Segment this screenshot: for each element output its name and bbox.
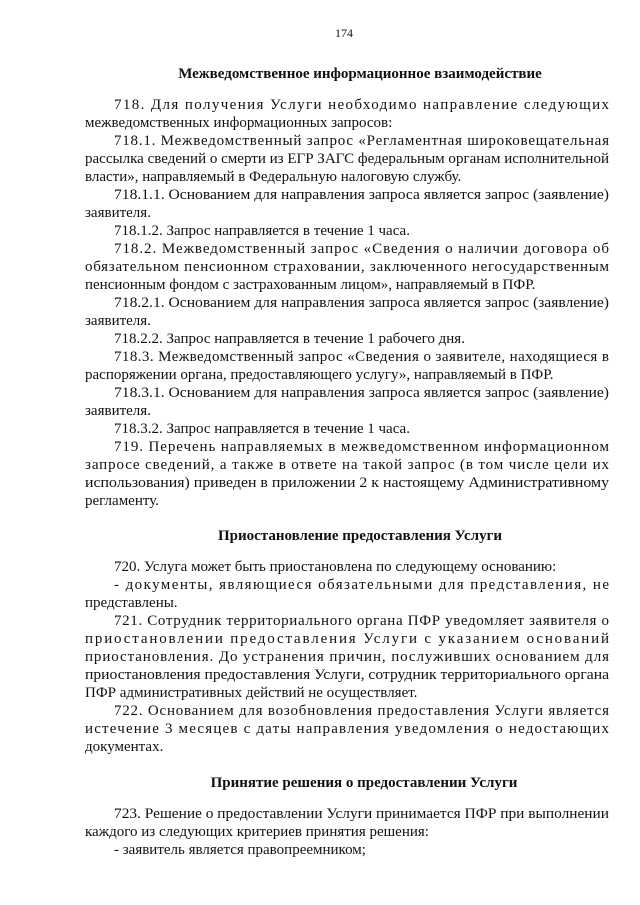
paragraph-line: 718.2.1. Основанием для направления запроса является запрос (заявление) (114, 295, 610, 311)
paragraph-line: рассылка сведений о смерти из ЕГР ЗАГС федеральным органам исполнительной (85, 151, 609, 167)
paragraph-line: истечение 3 месяцев с даты направления уведомления о недостающих (85, 721, 609, 737)
paragraph-line: 722. Основанием для возобновления предоставления Услуги является (114, 703, 609, 719)
paragraph-line: 718.3.1. Основанием для направления запроса является запрос (заявление) (114, 385, 610, 401)
paragraph-line: каждого из следующих критериев принятия решения: (85, 824, 429, 840)
section-heading: Принятие решения о предоставлении Услуги (210, 775, 518, 791)
paragraph-line: 723. Решение о предоставлении Услуги принимается ПФР при выполнении (114, 806, 609, 822)
paragraph-line: 720. Услуга может быть приостановлена по следующему основанию: (114, 559, 557, 575)
paragraph-line: заявителя. (85, 205, 151, 221)
paragraph-line: 718.3. Межведомственный запрос «Сведения о заявителе, находящиеся в (114, 349, 609, 365)
paragraph-line: представлены. (85, 595, 178, 611)
paragraph-line: приостановления предоставления Услуги, сотрудник территориального органа (85, 667, 610, 683)
paragraph-line: приостановления. До устранения причин, послуживших основанием для (85, 649, 609, 665)
paragraph-line: распоряжении органа, предоставляющего услугу», направляемый в ПФР. (85, 367, 554, 383)
paragraph-line: ПФР административных действий не осуществляет. (85, 685, 418, 701)
paragraph-line: заявителя. (85, 403, 151, 419)
paragraph-line: 718.1.1. Основанием для направления запроса является запрос (заявление) (114, 187, 610, 203)
paragraph-line: заявителя. (85, 313, 151, 329)
paragraph-line: использования) приведен в приложении 2 к настоящему Административному (85, 475, 610, 491)
section-heading: Приостановление предоставления Услуги (217, 528, 503, 544)
paragraph-line: власти», направляемый в Федеральную налоговую службу. (85, 169, 462, 185)
paragraph-line: 721. Сотрудник территориального органа ПФР уведомляет заявителя о (114, 613, 609, 629)
paragraph-line: приостановлении предоставления Услуги с указанием оснований (85, 631, 609, 647)
paragraph-line: 718.1. Межведомственный запрос «Регламентная широковещательная (114, 133, 609, 149)
paragraph-line: пенсионным фондом с застрахованным лицом», направляемый в ПФР. (85, 277, 536, 293)
paragraph-line: - документы, являющиеся обязательными для представления, не (114, 577, 609, 593)
paragraph-line: обязательном пенсионном страховании, заключенного негосударственным (85, 259, 609, 275)
paragraph-line: 718.3.2. Запрос направляется в течение 1 часа. (114, 421, 410, 437)
page-number: 174 (335, 26, 353, 40)
paragraph-line: регламенту. (85, 493, 159, 509)
section-heading: Межведомственное информационное взаимодействие (178, 66, 542, 82)
paragraph-line: документах. (85, 739, 164, 755)
paragraph-line: - заявитель является правопреемником; (114, 842, 366, 858)
paragraph-line: 718.2.2. Запрос направляется в течение 1 рабочего дня. (114, 331, 465, 347)
paragraph-line: межведомственных информационных запросов: (85, 115, 393, 131)
paragraph-line: 718.1.2. Запрос направляется в течение 1 часа. (114, 223, 410, 239)
paragraph-line: 718.2. Межведомственный запрос «Сведения о наличии договора об (114, 241, 609, 257)
paragraph-line: 718. Для получения Услуги необходимо направление следующих (114, 97, 609, 113)
paragraph-line: 719. Перечень направляемых в межведомственном информационном (114, 439, 609, 455)
paragraph-line: запросе сведений, а также в ответе на такой запрос (в том числе цели их (85, 457, 609, 473)
